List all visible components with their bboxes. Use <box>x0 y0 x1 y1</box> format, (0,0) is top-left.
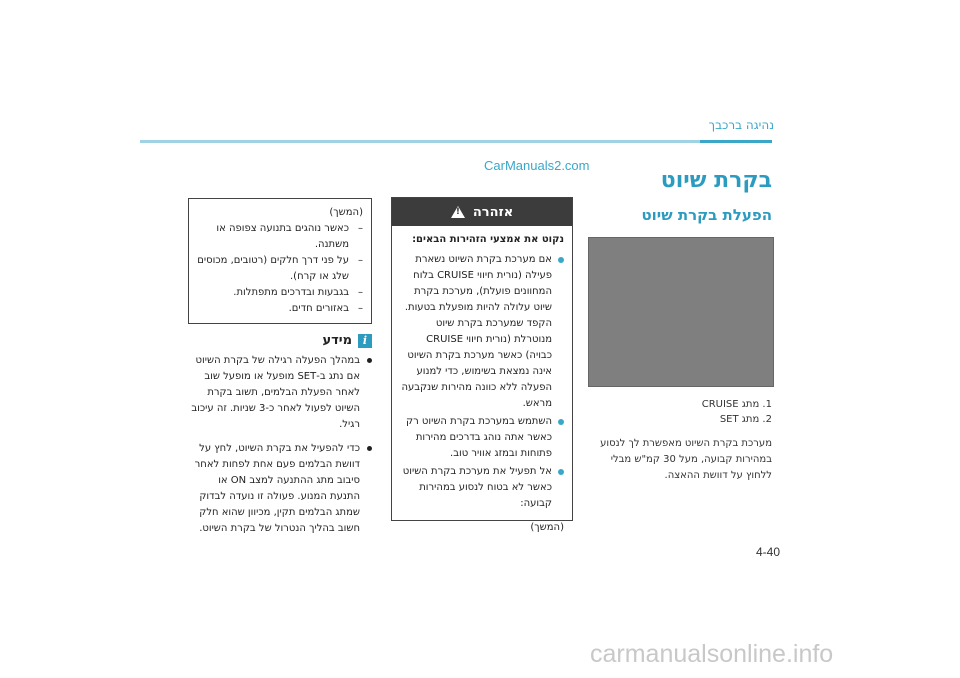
notice-header <box>322 333 372 348</box>
warning-box <box>391 197 573 533</box>
continued-item: – על פני דרך חלקים (רטובים, מכוסים שלג או קרח). <box>197 253 363 285</box>
warning-header <box>392 198 572 226</box>
continued-item: – בגבעות ובדרכים מתפתלות. <box>197 285 363 301</box>
warning-bullet: אל תפעיל את מערכת בקרת השיוט כאשר לא בטוח לנסוע במהירות קבועה: <box>400 464 564 512</box>
info-icon: i <box>358 334 372 348</box>
watermark-bottom[interactable]: carmanualsonline.info <box>590 640 834 668</box>
warning-content <box>392 226 572 542</box>
warning-continued-label: (המשך) <box>530 522 564 533</box>
warning-triangle-icon <box>451 206 465 218</box>
cruise-control-figure <box>588 237 774 387</box>
page-title: בקרת שיוט <box>660 168 772 193</box>
continued-box <box>188 198 372 324</box>
header-rule-accent <box>700 140 772 143</box>
figure-caption-1: 1. מתג CRUISE <box>701 399 772 410</box>
warning-intro: נקוט את אמצעי הזהירות הבאים: <box>412 234 564 245</box>
continued-item: – כאשר נוהגים בתנועה צפופה או משתנה. <box>197 221 363 253</box>
notice-body <box>188 353 372 545</box>
continued-item: – באזורים חדים. <box>197 301 363 317</box>
figure-caption-2: 2. מתג SET <box>719 414 772 425</box>
notice-title: מידע <box>322 333 352 348</box>
page-number: 4-40 <box>756 545 781 559</box>
warning-bullet: השתמש במערכת בקרת השיוט רק כאשר אתה נוהג בדרכים מהירות פתוחות ובמזג אוויר טוב. <box>400 414 564 462</box>
warning-bullet: אם מערכת בקרת השיוט נשארת פעילה (נורית חיווי CRUISE בלוח המחוונים פועלת), מערכת בקרת שיוט עלולה להיות מופעלת בטעות. הקפד שמערכת בקרת שיוט מנוטרלת (נורית חיווי CRUISE כבויה) כאשר מערכת בקרת השיוט אינה נמצאת בשימוש, כדי למנוע הפעלה ללא כוונה מהירות שנקבעה מראש. <box>400 252 564 412</box>
section-subtitle: הפעלת בקרת שיוט <box>641 206 772 224</box>
continued-label: (המשך) <box>329 207 363 218</box>
body-paragraph: מערכת בקרת השיוט מאפשרת לך לנסוע במהירות קבועה, מעל 30 קמ"ש מבלי ללחוץ על דוושת ההאצה. <box>600 438 772 481</box>
warning-title: אזהרה <box>472 204 514 220</box>
header-rule <box>140 140 772 143</box>
watermark-top[interactable]: CarManuals2.com <box>484 158 590 173</box>
section-header-label: נהיגה ברכבך <box>708 118 774 132</box>
notice-bullet: במהלך הפעלה רגילה של בקרת השיוט אם נתג ב-SET מופעל או מופעל שוב לאחר הפעלת הבלמים, תשוב בקרת השיוט לפעול לאחר כ-3 שניות. זה עיכוב רגיל. <box>188 353 372 433</box>
notice-bullet: כדי להפעיל את בקרת השיוט, לחץ על דוושת הבלמים פעם אחת לפחות לאחר סיבוב מתג ההתנעה למצב ON או התנעת המנוע. פעולה זו נועדה לבדוק שמתג הבלמים תקין, מכיוון שהוא חלק חשוב בהליך הנטרול של בקרת השיוט. <box>188 441 372 537</box>
